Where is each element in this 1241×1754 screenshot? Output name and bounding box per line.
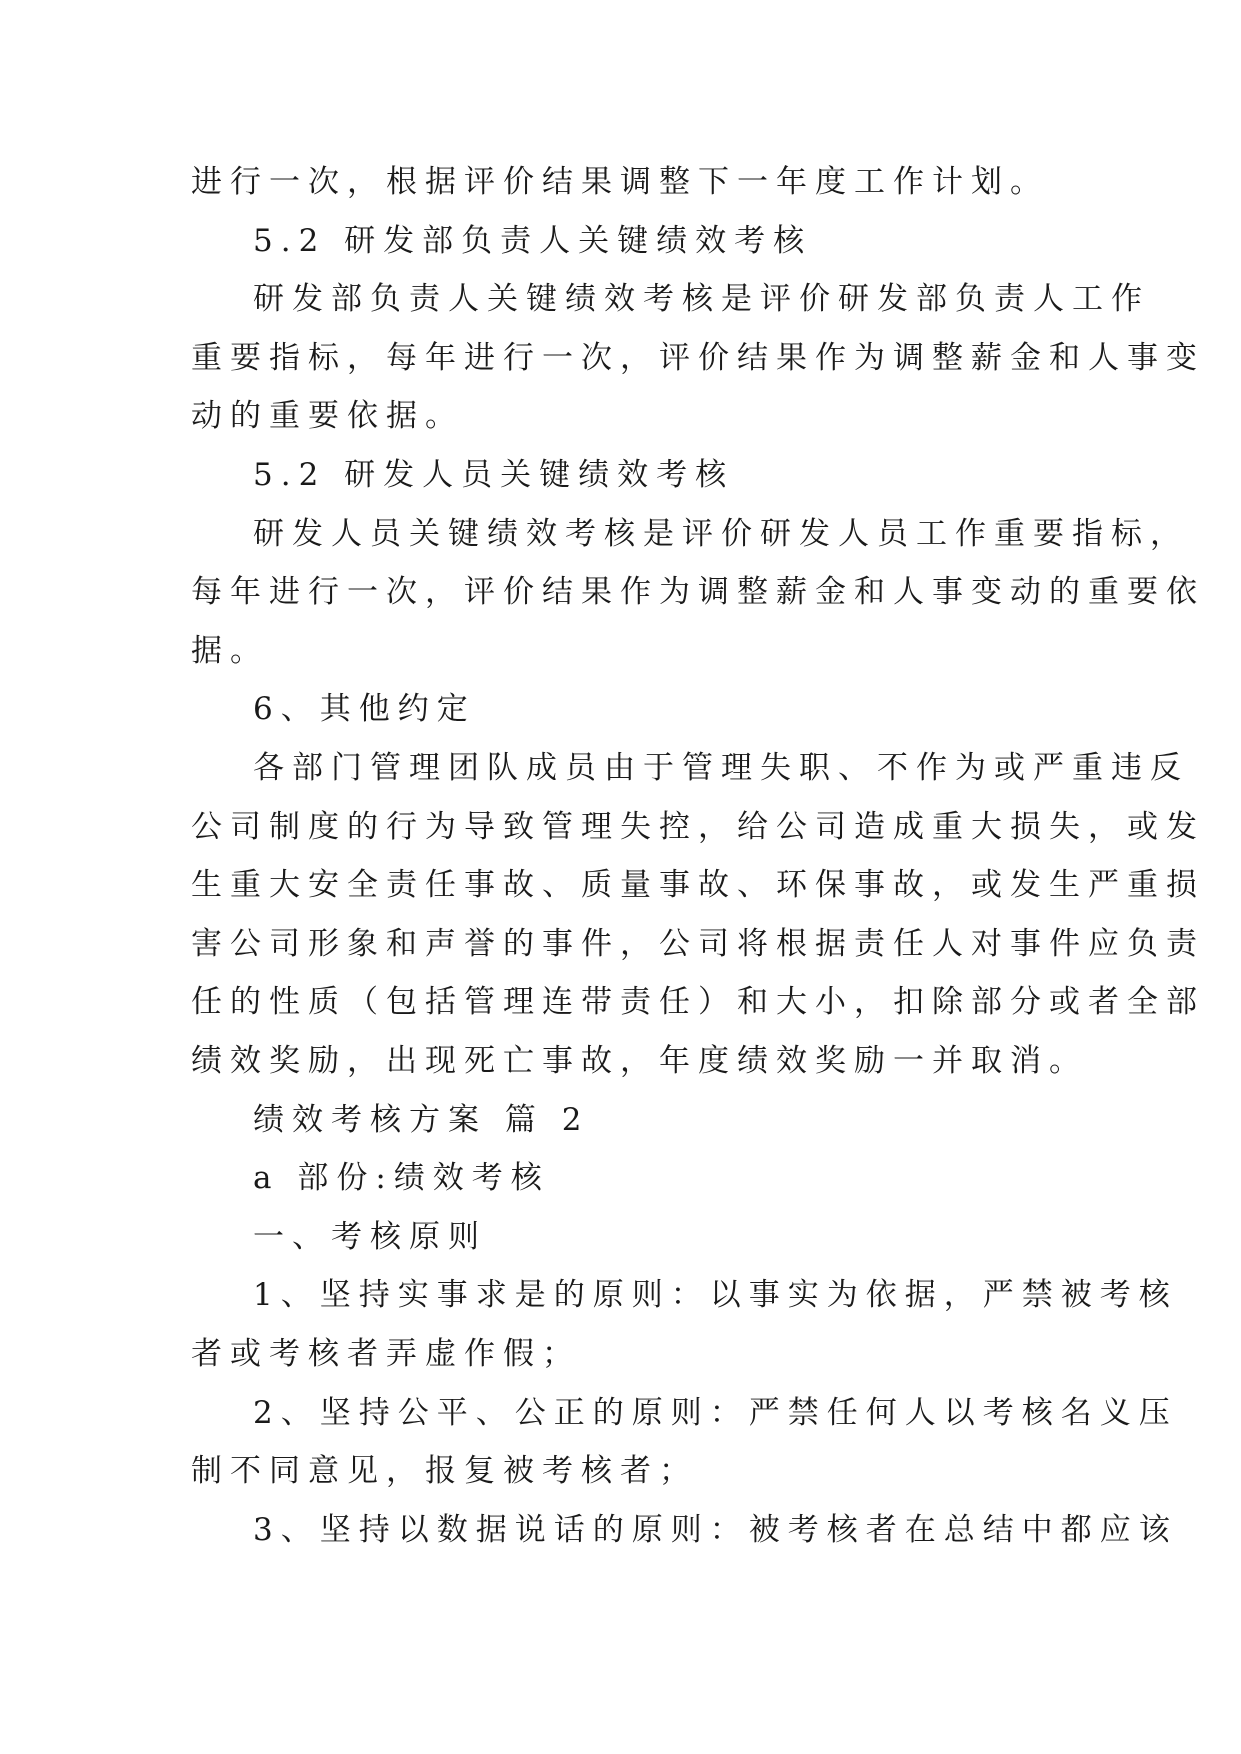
text-line: 公司制度的行为导致管理失控，给公司造成重大损失，或发 <box>191 809 1205 845</box>
text-line: 研发部负责人关键绩效考核是评价研发部负责人工作 <box>253 281 1150 317</box>
text-line: 制不同意见，报复被考核者； <box>191 1453 698 1489</box>
text-line: 生重大安全责任事故、质量事故、环保事故，或发生严重损 <box>191 867 1205 903</box>
text-line: 害公司形象和声誉的事件，公司将根据责任人对事件应负责 <box>191 926 1205 962</box>
text-line: 据。 <box>191 633 269 669</box>
section-heading: a 部份:绩效考核 <box>253 1160 550 1196</box>
text-line: 进行一次，根据评价结果调整下一年度工作计划。 <box>191 164 1049 200</box>
text-line: 任的性质（包括管理连带责任）和大小，扣除部分或者全部 <box>191 984 1205 1020</box>
text-line: 各部门管理团队成员由于管理失职、不作为或严重违反 <box>253 750 1189 786</box>
text-line: 重要指标，每年进行一次，评价结果作为调整薪金和人事变 <box>191 340 1205 376</box>
text-line: 每年进行一次，评价结果作为调整薪金和人事变动的重要依 <box>191 574 1205 610</box>
text-line: 动的重要依据。 <box>191 398 464 434</box>
text-line: 1、坚持实事求是的原则：以事实为依据，严禁被考核 <box>253 1277 1178 1313</box>
section-heading: 绩效考核方案 篇 2 <box>253 1102 590 1138</box>
text-line: 研发人员关键绩效考核是评价研发人员工作重要指标， <box>253 516 1189 552</box>
text-line: 2、坚持公平、公正的原则：严禁任何人以考核名义压 <box>253 1395 1178 1431</box>
section-heading: 一、考核原则 <box>253 1219 487 1255</box>
text-line: 3、坚持以数据说话的原则：被考核者在总结中都应该 <box>253 1512 1178 1548</box>
section-heading: 5.2 研发部负责人关键绩效考核 <box>253 223 813 259</box>
text-line: 绩效奖励，出现死亡事故，年度绩效奖励一并取消。 <box>191 1043 1088 1079</box>
text-line: 者或考核者弄虚作假； <box>191 1336 581 1372</box>
section-heading: 6、其他约定 <box>253 691 476 727</box>
section-heading: 5.2 研发人员关键绩效考核 <box>253 457 735 493</box>
